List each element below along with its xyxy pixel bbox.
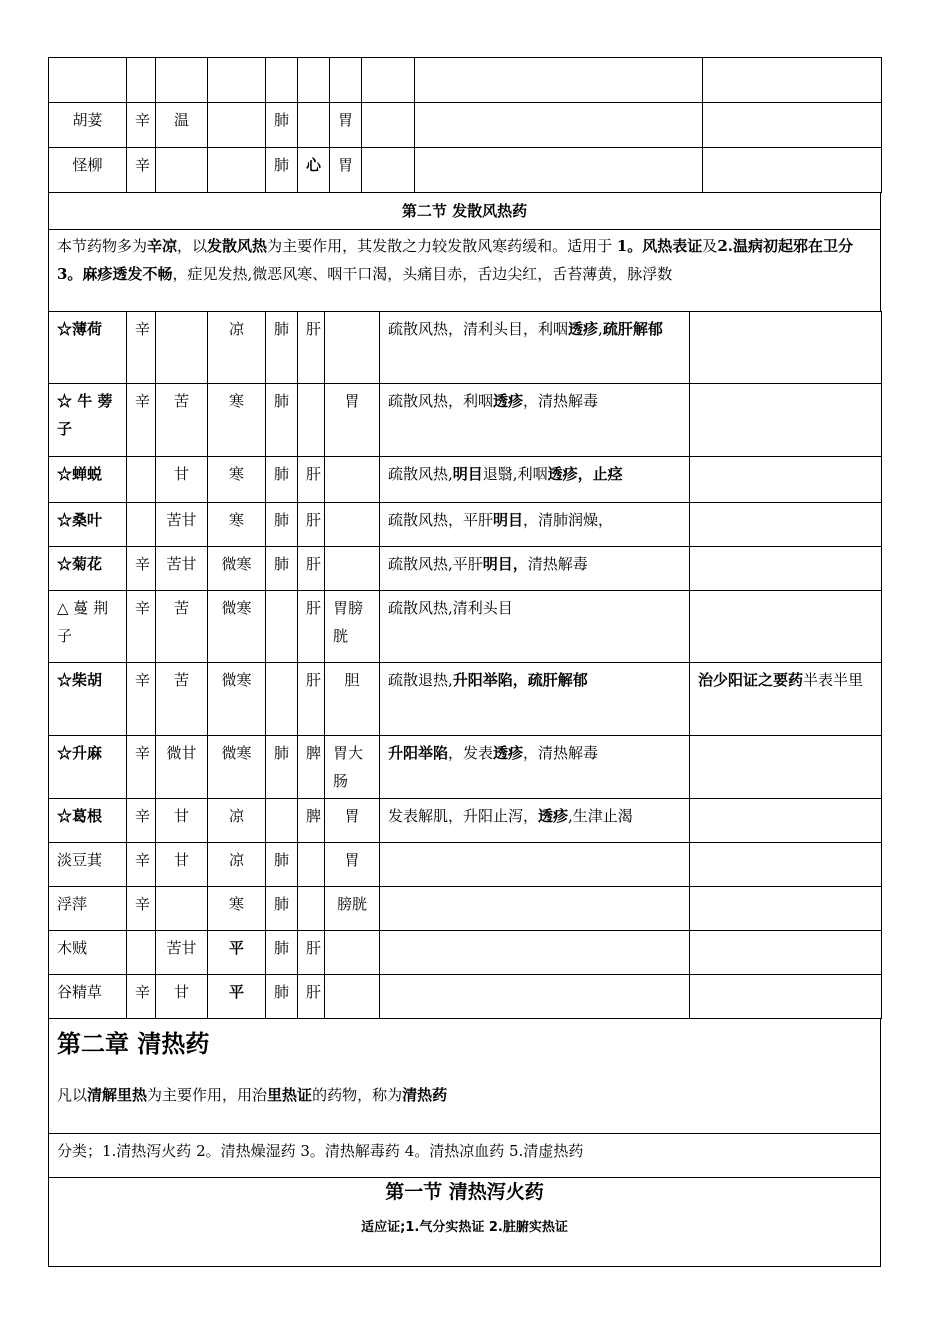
herb-note	[703, 148, 882, 193]
herb-meridian: 肺	[266, 503, 298, 547]
herb-meridian: 脾	[298, 736, 325, 799]
table-row	[49, 663, 882, 736]
herb-meridian: 肺	[266, 843, 298, 887]
herb-nature: 甘	[156, 975, 208, 1019]
herb-function: 疏散风热,清利头目	[380, 591, 690, 663]
herb-rows	[49, 312, 882, 1019]
herb-meridian: 胃	[325, 799, 380, 843]
herb-meridian: 脾	[298, 799, 325, 843]
herb-flavor: 辛	[127, 547, 156, 591]
herb-name: ☆菊花	[49, 547, 127, 591]
herb-name: 谷精草	[49, 975, 127, 1019]
herb-temperature	[208, 103, 266, 148]
table-row	[49, 457, 882, 503]
table-row	[49, 148, 882, 193]
herb-name: 怪柳	[49, 148, 127, 193]
herb-flavor: 辛	[127, 148, 156, 193]
herb-meridian: 肺	[266, 547, 298, 591]
herb-function: 发表解肌，升阳止泻，透疹,生津止渴	[380, 799, 690, 843]
herb-meridian	[298, 384, 325, 457]
table-row	[49, 384, 882, 457]
herb-note	[690, 457, 882, 503]
herb-name: ☆桑叶	[49, 503, 127, 547]
herb-function: 疏散风热，平肝明目，清肺润燥，	[380, 503, 690, 547]
herb-function	[380, 843, 690, 887]
herb-temperature: 微寒	[208, 547, 266, 591]
chapter-block	[49, 1019, 881, 1134]
herb-function: 疏散退热,升阳举陷，疏肝解郁	[380, 663, 690, 736]
herb-note	[690, 799, 882, 843]
chapter-title: 第二章 清热药	[57, 1030, 210, 1058]
herb-temperature: 平	[208, 931, 266, 975]
herb-meridian: 肝	[298, 312, 325, 384]
herb-temperature: 寒	[208, 384, 266, 457]
herb-meridian: 胃	[325, 843, 380, 887]
herb-name: 木贼	[49, 931, 127, 975]
table-row	[49, 799, 882, 843]
herb-flavor	[127, 457, 156, 503]
herb-flavor: 辛	[127, 843, 156, 887]
herb-note	[690, 312, 882, 384]
herb-meridian	[298, 843, 325, 887]
herb-temperature: 微寒	[208, 591, 266, 663]
herb-name: ☆蝉蜕	[49, 457, 127, 503]
table-row	[49, 736, 882, 799]
section-indication: 适应证;1.气分实热证 2.脏腑实热证	[361, 1220, 568, 1235]
herb-temperature: 寒	[208, 503, 266, 547]
herb-name: ☆柴胡	[49, 663, 127, 736]
herb-function	[415, 148, 703, 193]
herb-name: 淡豆萁	[49, 843, 127, 887]
herb-nature: 温	[156, 103, 208, 148]
chapter-definition: 凡以清解里热为主要作用，用治里热证的药物，称为清热药	[57, 1086, 448, 1104]
table-row	[49, 547, 882, 591]
herb-function: 疏散风热，利咽透疹，清热解毒	[380, 384, 690, 457]
herb-meridian	[266, 799, 298, 843]
table-row	[49, 503, 882, 547]
herb-function	[415, 103, 703, 148]
herb-note	[690, 591, 882, 663]
herb-flavor: 辛	[127, 975, 156, 1019]
herb-meridian: 胃	[330, 103, 362, 148]
herb-meridian: 肺	[266, 148, 298, 193]
herb-meridian: 肺	[266, 384, 298, 457]
herb-flavor: 辛	[127, 312, 156, 384]
herb-name: 胡荽	[49, 103, 127, 148]
herb-temperature: 微寒	[208, 663, 266, 736]
chapter-classes: 分类；1.清热泻火药 2。清热燥湿药 3。清热解毒药 4。清热凉血药 5.清虚热药	[49, 1134, 881, 1178]
herb-note	[690, 843, 882, 887]
herb-meridian	[325, 457, 380, 503]
herb-table-wind-heat	[48, 311, 882, 1019]
herb-meridian	[298, 887, 325, 931]
herb-meridian: 心	[298, 148, 330, 193]
herb-meridian: 肝	[298, 663, 325, 736]
herb-nature: 苦	[156, 663, 208, 736]
herb-function: 升阳举陷，发表透疹，清热解毒	[380, 736, 690, 799]
herb-meridian: 胃大肠	[325, 736, 380, 799]
herb-meridian: 肺	[266, 736, 298, 799]
herb-function	[380, 887, 690, 931]
herb-flavor: 辛	[127, 591, 156, 663]
herb-meridian: 肝	[298, 457, 325, 503]
herb-nature: 苦	[156, 591, 208, 663]
table-row	[49, 931, 882, 975]
herb-nature: 甘	[156, 457, 208, 503]
herb-name: ☆升麻	[49, 736, 127, 799]
herb-meridian	[266, 663, 298, 736]
herb-meridian	[325, 931, 380, 975]
herb-flavor: 辛	[127, 887, 156, 931]
herb-flavor: 辛	[127, 736, 156, 799]
herb-meridian	[325, 547, 380, 591]
herb-nature: 苦甘	[156, 931, 208, 975]
herb-name: 浮萍	[49, 887, 127, 931]
herb-function	[380, 931, 690, 975]
herb-meridian	[325, 503, 380, 547]
herb-meridian	[325, 975, 380, 1019]
table-row	[49, 843, 882, 887]
herb-nature: 苦	[156, 384, 208, 457]
chapter-table	[48, 1018, 881, 1267]
herb-temperature	[208, 148, 266, 193]
section-intro: 本节药物多为辛凉，以发散风热为主要作用，其发散之力较发散风寒药缓和。适用于 1。风热表证及2.温病初起邪在卫分 3。麻疹透发不畅，症见发热,微恶风寒、咽干口渴，头痛目赤，舌边尖红，舌苔薄黄，脉浮数	[49, 230, 881, 312]
herb-temperature: 凉	[208, 799, 266, 843]
herb-note	[690, 503, 882, 547]
herb-note	[690, 736, 882, 799]
herb-temperature: 寒	[208, 887, 266, 931]
herb-meridian: 肺	[266, 103, 298, 148]
herb-flavor: 辛	[127, 103, 156, 148]
herb-nature: 苦甘	[156, 547, 208, 591]
herb-temperature: 微寒	[208, 736, 266, 799]
section1-block	[49, 1178, 881, 1267]
herb-meridian: 胃	[325, 384, 380, 457]
herb-flavor: 辛	[127, 663, 156, 736]
section-title: 第一节 清热泻火药	[385, 1181, 544, 1203]
herb-nature	[156, 148, 208, 193]
herb-meridian: 胆	[325, 663, 380, 736]
herb-meridian: 肝	[298, 591, 325, 663]
herb-meridian: 肝	[298, 503, 325, 547]
herb-meridian: 膀胱	[325, 887, 380, 931]
herb-function	[380, 975, 690, 1019]
table-row	[49, 975, 882, 1019]
table-row	[49, 312, 882, 384]
herb-meridian: 肝	[298, 931, 325, 975]
document-page	[48, 57, 881, 1267]
herb-note	[690, 887, 882, 931]
herb-table-top	[48, 57, 882, 193]
herb-meridian: 肺	[266, 312, 298, 384]
herb-nature	[156, 887, 208, 931]
herb-note	[690, 547, 882, 591]
herb-meridian: 肺	[266, 457, 298, 503]
herb-flavor	[127, 931, 156, 975]
herb-note	[690, 975, 882, 1019]
herb-temperature: 寒	[208, 457, 266, 503]
herb-note	[690, 931, 882, 975]
herb-nature	[156, 312, 208, 384]
herb-meridian	[298, 103, 330, 148]
table-row	[49, 103, 882, 148]
herb-name	[49, 58, 127, 103]
herb-meridian: 胃膀胱	[325, 591, 380, 663]
herb-function: 疏散风热,平肝明目，清热解毒	[380, 547, 690, 591]
herb-note	[690, 384, 882, 457]
herb-temperature: 凉	[208, 843, 266, 887]
table-row	[49, 887, 882, 931]
herb-function: 疏散风热,明目退翳,利咽透疹，止痉	[380, 457, 690, 503]
herb-temperature: 平	[208, 975, 266, 1019]
herb-meridian: 胃	[330, 148, 362, 193]
herb-nature: 甘	[156, 799, 208, 843]
herb-nature: 微甘	[156, 736, 208, 799]
herb-meridian: 肺	[266, 887, 298, 931]
herb-name: ☆薄荷	[49, 312, 127, 384]
herb-note	[703, 103, 882, 148]
herb-meridian: 肺	[266, 931, 298, 975]
herb-flavor: 辛	[127, 799, 156, 843]
herb-flavor	[127, 503, 156, 547]
herb-name: △ 蔓 荆 子	[49, 591, 127, 663]
herb-meridian: 肝	[298, 975, 325, 1019]
herb-meridian: 肺	[266, 975, 298, 1019]
herb-function: 疏散风热，清利头目，利咽透疹,疏肝解郁	[380, 312, 690, 384]
table-row	[49, 58, 882, 103]
herb-meridian: 肝	[298, 547, 325, 591]
herb-nature: 甘	[156, 843, 208, 887]
herb-note: 治少阳证之要药半表半里	[690, 663, 882, 736]
herb-name: ☆葛根	[49, 799, 127, 843]
herb-flavor: 辛	[127, 384, 156, 457]
herb-temperature: 凉	[208, 312, 266, 384]
herb-nature: 苦甘	[156, 503, 208, 547]
herb-meridian	[266, 591, 298, 663]
section-header-table	[48, 192, 881, 312]
section-title: 第二节 发散风热药	[49, 193, 881, 230]
table-row	[49, 591, 882, 663]
herb-name: ☆ 牛 蒡 子	[49, 384, 127, 457]
herb-meridian	[325, 312, 380, 384]
